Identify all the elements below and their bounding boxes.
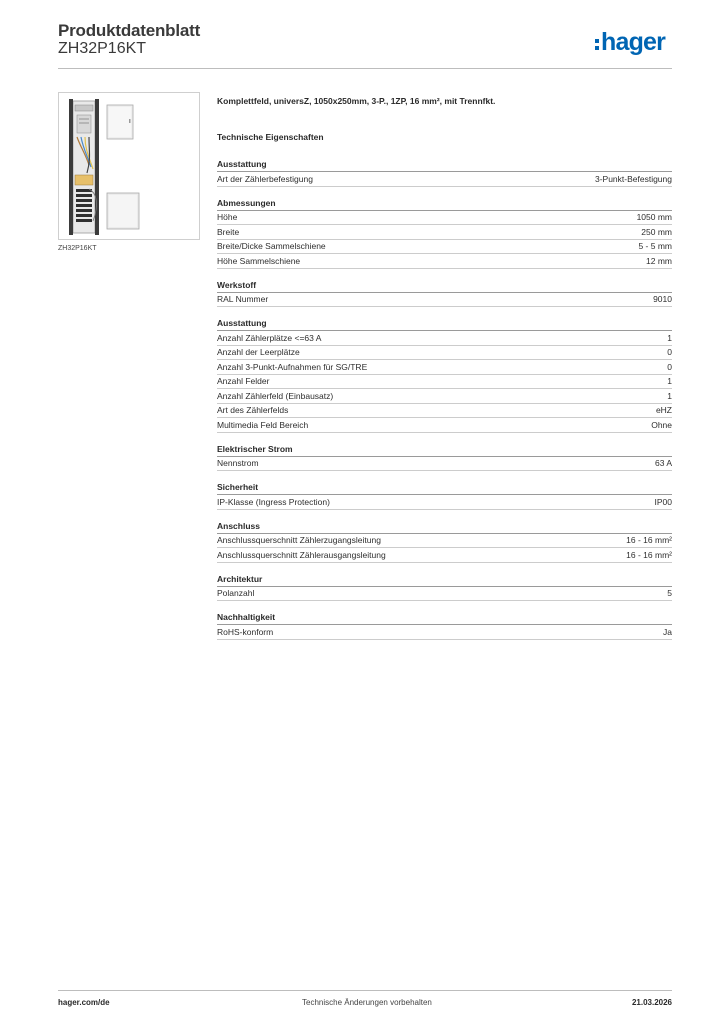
- property-section: [217, 159, 672, 187]
- property-value: 250 mm: [641, 226, 672, 237]
- section-title: Sicherheit: [217, 482, 672, 495]
- section-title: Anschluss: [217, 521, 672, 534]
- header-divider: [58, 68, 672, 69]
- property-row: [217, 172, 672, 187]
- property-label: Art des Zählerfelds: [217, 405, 289, 415]
- property-value: Ohne: [651, 419, 672, 430]
- property-value: 3-Punkt-Befestigung: [594, 173, 672, 184]
- section-title: Ausstattung: [217, 159, 672, 172]
- properties-sections: [217, 159, 672, 640]
- section-title: Architektur: [217, 574, 672, 587]
- section-title: Abmessungen: [217, 198, 672, 211]
- product-image-caption: ZH32P16KT: [58, 245, 97, 252]
- footer-divider: [58, 990, 672, 991]
- product-code: ZH32P16KT: [58, 40, 147, 57]
- property-row: [217, 534, 672, 549]
- property-row: [217, 587, 672, 602]
- logo-text: hager: [601, 28, 666, 56]
- property-row: [217, 211, 672, 226]
- property-value: 1: [667, 332, 672, 343]
- property-section: [217, 612, 672, 640]
- property-value: 5 - 5 mm: [638, 241, 672, 251]
- property-label: Anschlussquerschnitt Zählerausgangsleitung: [217, 549, 386, 560]
- property-label: Anzahl Zählerfeld (Einbausatz): [217, 390, 334, 401]
- property-label: Nennstrom: [217, 458, 259, 468]
- property-value: eHZ: [655, 405, 672, 415]
- property-row: [217, 389, 672, 404]
- property-label: RoHS-konform: [217, 626, 274, 637]
- property-value: 1: [667, 390, 672, 401]
- property-row: [217, 375, 672, 390]
- hager-logo: [595, 28, 665, 56]
- property-row: [217, 240, 672, 255]
- property-section: [217, 280, 672, 308]
- property-row: [217, 254, 672, 269]
- property-label: Anschlussquerschnitt Zählerzugangsleitung: [217, 535, 381, 545]
- property-value: 5: [667, 588, 672, 598]
- property-section: [217, 482, 672, 510]
- property-row: [217, 418, 672, 433]
- property-label: Breite/Dicke Sammelschiene: [217, 241, 326, 251]
- property-row: [217, 495, 672, 510]
- property-row: [217, 404, 672, 419]
- property-label: Anzahl Zählerplätze <=63 A: [217, 332, 322, 343]
- property-value: IP00: [654, 496, 672, 507]
- property-label: Polanzahl: [217, 588, 255, 598]
- property-section: [217, 444, 672, 472]
- footer-date: 21.03.2026: [631, 998, 672, 1007]
- property-section: [217, 318, 672, 433]
- page-title: Produktdatenblatt: [58, 21, 201, 40]
- property-value: 16 - 16 mm²: [626, 549, 672, 560]
- property-label: Multimedia Feld Bereich: [217, 419, 309, 430]
- property-section: [217, 198, 672, 269]
- property-row: [217, 331, 672, 346]
- property-label: Anzahl 3-Punkt-Aufnahmen für SG/TRE: [217, 361, 368, 372]
- property-label: Anzahl Felder: [217, 376, 270, 386]
- product-description: Komplettfeld, universZ, 1050x250mm, 3-P., 1ZP, 16 mm², mit Trennfkt.: [217, 96, 496, 106]
- property-row: [217, 360, 672, 375]
- property-value: 9010: [653, 294, 672, 304]
- section-title: Elektrischer Strom: [217, 444, 672, 457]
- property-value: 0: [667, 361, 672, 372]
- property-row: [217, 346, 672, 361]
- property-row: [217, 548, 672, 563]
- property-row: [217, 225, 672, 240]
- property-value: 63 A: [654, 458, 672, 468]
- property-label: Art der Zählerbefestigung: [217, 173, 313, 184]
- property-section: [217, 521, 672, 563]
- footer-website: hager.com/de: [58, 998, 110, 1007]
- logo-dots-icon: [595, 39, 599, 50]
- property-value: 0: [667, 347, 672, 357]
- product-image: [58, 92, 200, 240]
- property-label: Höhe: [217, 212, 238, 222]
- property-row: [217, 625, 672, 640]
- footer-notice: Technische Änderungen vorbehalten: [302, 998, 432, 1007]
- section-title: Ausstattung: [217, 318, 672, 331]
- property-label: IP-Klasse (Ingress Protection): [217, 496, 330, 507]
- product-details: [217, 96, 672, 651]
- property-value: Ja: [663, 626, 672, 637]
- tech-properties-heading: Technische Eigenschaften: [217, 132, 324, 142]
- property-label: RAL Nummer: [217, 294, 269, 304]
- meter-panel-illustration: [59, 93, 199, 239]
- section-title: Werkstoff: [217, 280, 672, 293]
- property-value: 16 - 16 mm²: [626, 535, 672, 545]
- property-section: [217, 574, 672, 602]
- section-title: Nachhaltigkeit: [217, 612, 672, 625]
- property-value: 1050 mm: [636, 212, 672, 222]
- property-label: Höhe Sammelschiene: [217, 255, 301, 266]
- property-label: Breite: [217, 226, 240, 237]
- property-row: [217, 457, 672, 472]
- property-value: 1: [667, 376, 672, 386]
- property-row: [217, 293, 672, 308]
- property-value: 12 mm: [646, 255, 672, 266]
- property-label: Anzahl der Leerplätze: [217, 347, 300, 357]
